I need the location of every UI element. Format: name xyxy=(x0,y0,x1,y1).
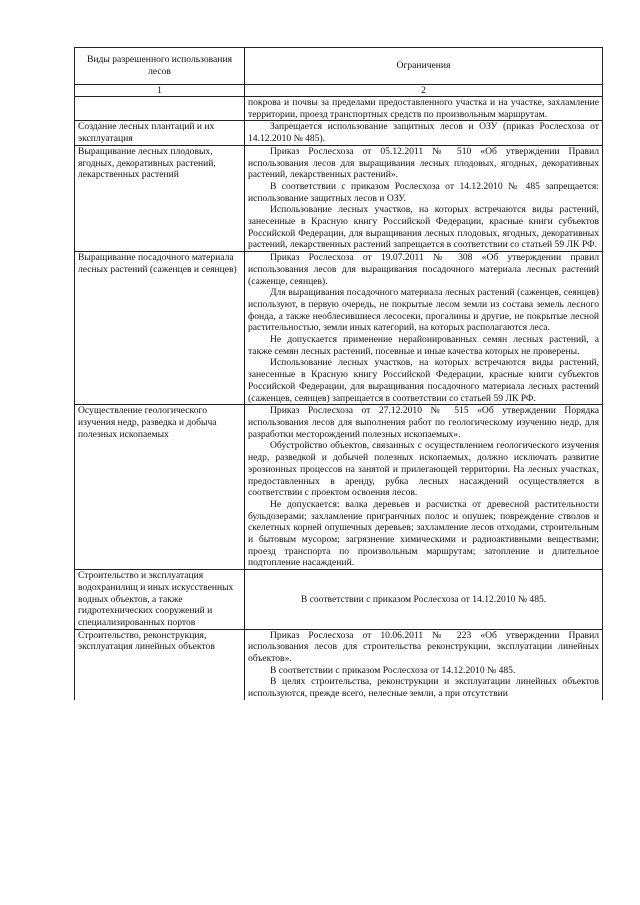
restriction-paragraph: покрова и почвы за пределами предоставленного участка и на участке, захламление территории, проезд транспортных средств по произвольным маршрутам. xyxy=(248,97,599,120)
restriction-cell xyxy=(245,252,603,405)
restriction-paragraph: В соответствии с приказом Рослесхоза от 14.12.2010 № 485 запрещается: использование защитных лесов и ОЗУ. xyxy=(248,180,599,204)
restriction-paragraph: Использование лесных участков, на которых встречаются виды растений, занесенные в Красную книгу Российской Федерации, красные книги субъектов Российской Федерации, для выращивания лесных плодовых, ягодных, декоративных растений, лекарственных растений запрещается в соответствии со статьей 59 ЛК РФ. xyxy=(248,204,599,251)
column-number-1: 1 xyxy=(75,85,245,97)
table-row xyxy=(75,121,603,145)
restriction-paragraph: Запрещается использование защитных лесов и ОЗУ (приказ Рослесхоза от 14.12.2010 № 485). xyxy=(248,121,599,145)
table-row xyxy=(75,97,603,121)
header-col-usage-types: Виды разрешенного использования лесов xyxy=(75,48,245,85)
restriction-cell xyxy=(245,145,603,251)
column-number-2: 2 xyxy=(245,85,603,97)
table-row xyxy=(75,405,603,570)
restriction-paragraph: Использование лесных участков, на которых встречаются виды растений, занесенные в Красную книгу Российской Федерации, красные книги субъектов Российской Федерации, для выращивания посадочного материала лесных растений (саженцев, сеянцев) запрещается в соответствии со статьей 59 ЛК РФ. xyxy=(248,357,599,404)
restriction-paragraph: Приказ Рослесхоза от 05.12.2011 № 510 «Об утверждении Правил использования лесов для выращивания лесных плодовых, ягодных, декоративных растений, лекарственных растений». xyxy=(248,145,599,181)
document-page xyxy=(74,47,602,700)
restriction-paragraph: Обустройство объектов, связанных с осуществлением геологического изучения недр, разведкой и добычей полезных ископаемых, должно исключать развитие эрозионных процессов на занятой и прилегающей территории. На лесных участках, предоставленных в аренду, рубка лесных насаждений осуществляется в соответствии с проектом освоения лесов. xyxy=(248,440,599,499)
table-row xyxy=(75,570,603,630)
usage-type-cell: Осуществление геологического изучения недр, разведка и добыча полезных ископаемых xyxy=(75,405,245,570)
table-header-row xyxy=(75,48,603,85)
usage-type-cell: Создание лесных плантаций и их эксплуатация xyxy=(75,121,245,145)
table-row xyxy=(75,252,603,405)
restriction-paragraph: В соответствии с приказом Рослесхоза от 14.12.2010 № 485. xyxy=(270,664,516,676)
restriction-cell xyxy=(245,121,603,145)
restriction-paragraph: Приказ Рослесхоза от 27.12.2010 № 515 «Об утверждении Порядка использования лесов для выполнения работ по геологическому изучению недр, для разработки месторождений полезных ископаемых». xyxy=(248,405,599,440)
usage-type-cell xyxy=(75,97,245,121)
usage-type-cell: Выращивание лесных плодовых, ягодных, декоративных растений, лекарственных растений xyxy=(75,145,245,251)
restriction-cell xyxy=(245,570,603,630)
restriction-cell xyxy=(245,97,603,121)
usage-type-cell: Выращивание посадочного материала лесных растений (саженцев и сеянцев) xyxy=(75,252,245,405)
table-row xyxy=(75,629,603,700)
restriction-paragraph: В целях строительства, реконструкции и эксплуатации линейных объектов используются, прежде всего, нелесные земли, а при отсутствии xyxy=(248,676,599,700)
restriction-paragraph: Не допускается применение нерайонированных семян лесных растений, а также семян лесных растений, посевные и иные качества которых не проверены. xyxy=(248,334,599,357)
restriction-paragraph: В соответствии с приказом Рослесхоза от 14.12.2010 № 485. xyxy=(300,593,547,605)
restriction-paragraph: Не допускается: валка деревьев и расчистка от древесной растительности бульдозерами; захламление пригранчных полос и опушек; повреждение стволов и скелетных корней опушечных деревьев; захламление лесов отходами, строительным и бытовым мусором; загрязнение химическими и радиоактивными веществами; проезд транспорта по произвольным маршрутам; затопление и длительное подтопление насаждений. xyxy=(248,498,599,569)
restrictions-table xyxy=(74,47,603,700)
restriction-paragraph: Для выращивания посадочного материала лесных растений (саженцев, сеянцев) используют, в первую очередь, не покрытые лесом земли из состава земель лесного фонда, а также необлесившиеся лесосеки, прогалины и другие, не покрытые лесной растительностью, земли иных категорий, на которых располагаются леса. xyxy=(248,287,599,334)
restriction-cell xyxy=(245,405,603,570)
usage-type-cell: Строительство и эксплуатация водохранилищ и иных искусственных водных объектов, а также гидротехнических сооружений и специализированных портов xyxy=(75,570,245,630)
restriction-cell xyxy=(245,629,603,700)
usage-type-cell: Строительство, реконструкция, эксплуатация линейных объектов xyxy=(75,629,245,700)
restriction-paragraph: Приказ Рослесхоза от 10.06.2011 № 223 «Об утверждении Правил использования лесов для строительства реконструкции, эксплуатации линейных объектов». xyxy=(248,629,599,665)
column-number-row xyxy=(75,85,603,97)
restriction-paragraph: Приказ Рослесхоза от 19.07.2011 № 308 «Об утверждении правил использования лесов для выращивания посадочного материала лесных растений (саженце, сеянцев). xyxy=(248,252,599,287)
header-col-restrictions: Ограничения xyxy=(245,48,603,85)
table-row xyxy=(75,145,603,251)
